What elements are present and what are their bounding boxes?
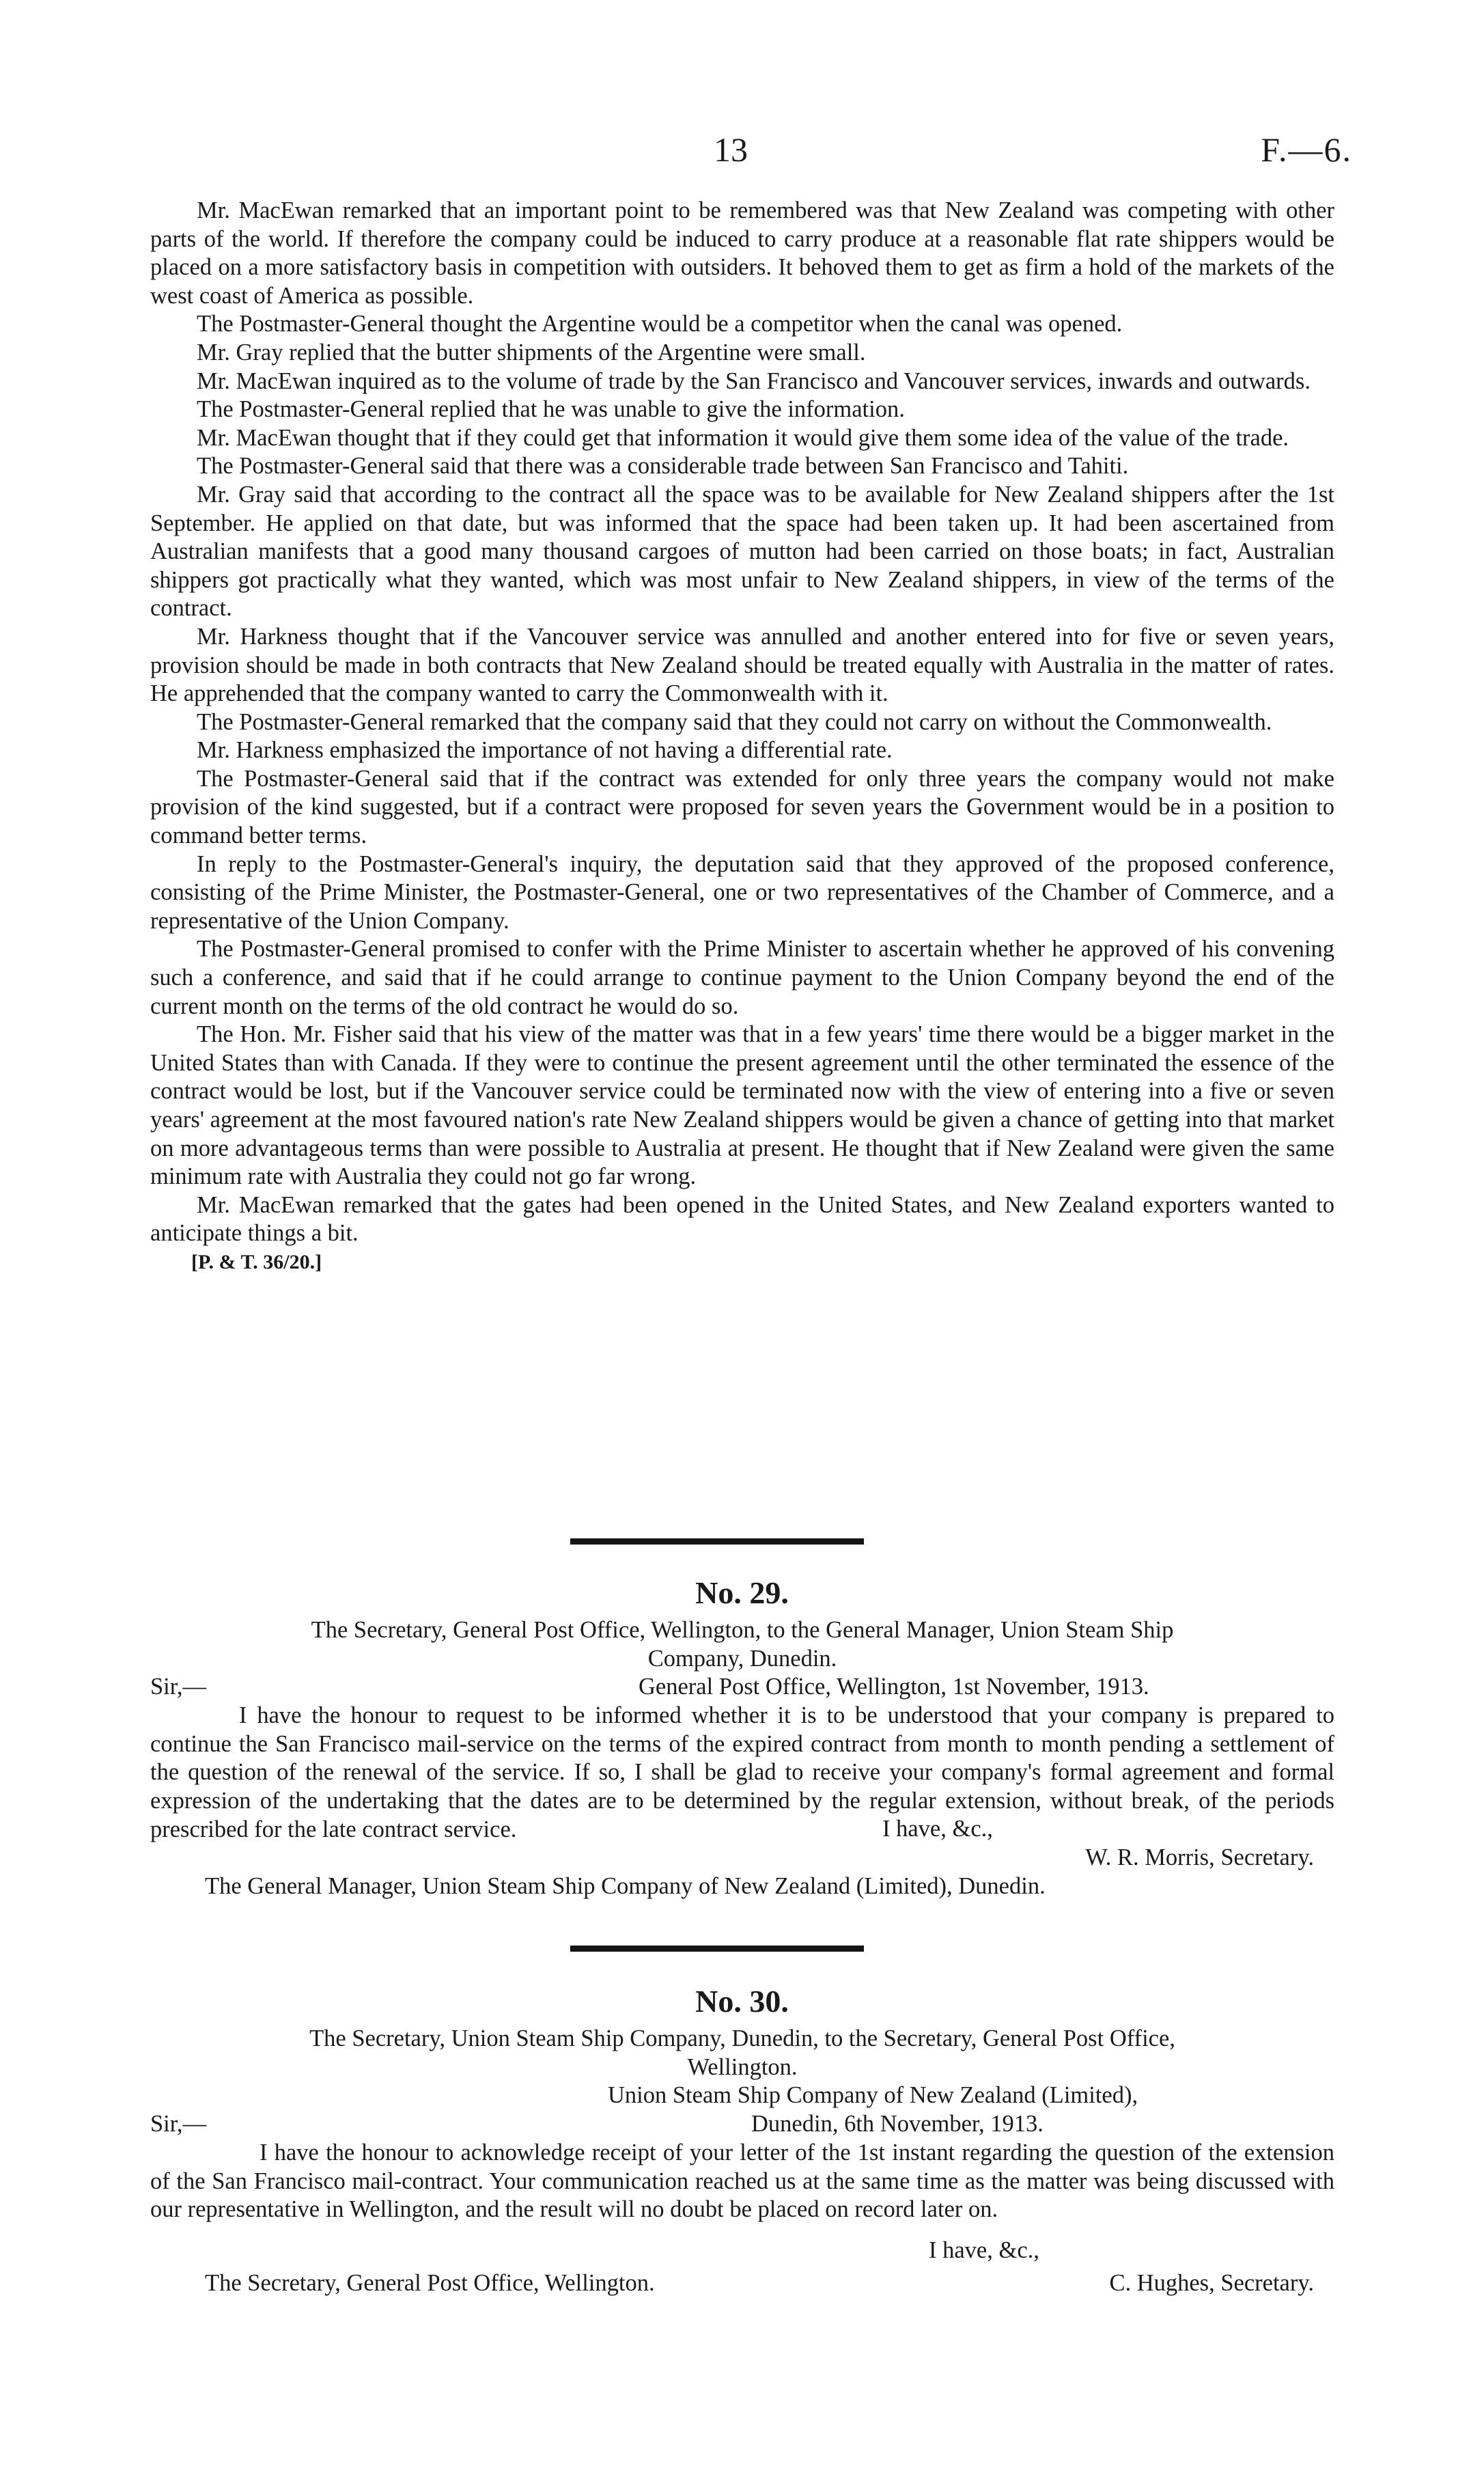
addressee: The Secretary, General Post Office, Wellington. bbox=[205, 2269, 655, 2296]
closing-line bbox=[150, 1816, 1334, 1872]
salutation: Sir,— bbox=[150, 1674, 207, 1700]
letter-body: I have the honour to acknowledge receipt of your letter of the 1st instant regarding the question of the extension of the San Francisco mail-contract. Your communication reached us at the same time as the matter was being discussed with our representative in Wellington, and the result will no doubt be placed on record later on. bbox=[150, 2140, 1334, 2223]
place-date: General Post Office, Wellington, 1st November, 1913. bbox=[639, 1674, 1149, 1700]
letter-heading-no30: No. 30. bbox=[695, 1984, 789, 2019]
place-date: Dunedin, 6th November, 1913. bbox=[751, 2111, 1044, 2137]
intro-line: The Secretary, Union Steam Ship Company, Dunedin, to the Secretary, General Post Office, bbox=[309, 2025, 1175, 2051]
salutation-line bbox=[150, 1673, 1334, 1702]
section-divider bbox=[570, 1946, 864, 1952]
paragraph: The Postmaster-General replied that he was unable to give the information. bbox=[197, 396, 905, 423]
salutation: Sir,— bbox=[150, 2111, 207, 2137]
paragraph: Mr. MacEwan remarked that an important point to be remembered was that New Zealand was competing with other parts of the world. If therefore the company could be induced to carry produce at a reasonable flat rate shippers would be placed on a more satisfactory basis in competition with outsiders. It behoved them to get as firm a hold of the markets of the west coast of America as possible. bbox=[150, 197, 1334, 309]
letter-intro bbox=[150, 2025, 1334, 2081]
letter-no29 bbox=[150, 1616, 1334, 1901]
paragraph: The Postmaster-General said that there was a considerable trade between San Francisco and Tahiti. bbox=[197, 453, 1129, 480]
paragraph: The Postmaster-General thought the Argentine would be a competitor when the canal was opened. bbox=[197, 311, 1123, 337]
intro-line: Wellington. bbox=[687, 2053, 798, 2080]
signature: C. Hughes, Secretary. bbox=[1109, 2269, 1314, 2296]
addressee: The General Manager, Union Steam Ship Company of New Zealand (Limited), Dunedin. bbox=[205, 1873, 1046, 1900]
paragraph: The Hon. Mr. Fisher said that his view of the matter was that in a few years' time there would be a bigger market in the United States than with Canada. If they were to continue the present agreement until the other terminated the essence of the contract would be lost, but if the Vancouver service could be terminated now with the view of entering into a five or seven years' agreement at the most favoured nation's rate New Zealand shippers would be given a chance of getting into that market on more advantageous terms than were possible to Australia at present. He thought that if New Zealand were given the same minimum rate with Australia they could not go far wrong. bbox=[150, 1021, 1334, 1190]
address-line bbox=[150, 2081, 1334, 2110]
salutation-line bbox=[150, 2110, 1334, 2139]
intro-line: The Secretary, General Post Office, Wellington, to the General Manager, Union Steam Ship bbox=[311, 1617, 1174, 1643]
document-reference: F.—6. bbox=[1261, 130, 1352, 169]
page-number: 13 bbox=[714, 130, 748, 169]
page-header bbox=[0, 130, 1484, 178]
paragraph: The Postmaster-General remarked that the company said that they could not carry on without the Commonwealth. bbox=[197, 708, 1272, 735]
letter-no30 bbox=[150, 2025, 1334, 2298]
paragraph: The Postmaster-General said that if the contract was extended for only three years the company would not make provision of the kind suggested, but if a contract were proposed for seven years the Government would be in a position to command better terms. bbox=[150, 765, 1334, 849]
intro-line: Company, Dunedin. bbox=[647, 1645, 837, 1672]
paragraph: In reply to the Postmaster-General's inquiry, the deputation said that they approved of the proposed conference, consisting of the Prime Minister, the Postmaster-General, one or two representatives of the Chamber of Commerce, and a representative of the Union Company. bbox=[150, 850, 1334, 934]
closing: I have, &c., bbox=[929, 2237, 1039, 2263]
section-divider bbox=[570, 1538, 864, 1545]
paragraph: The Postmaster-General promised to confer with the Prime Minister to ascertain whether he approved of his convening such a conference, and said that if he could arrange to continue payment to the Union Company beyond the end of the current month on the terms of the old contract he would do so. bbox=[150, 936, 1334, 1019]
closing: I have, &c., bbox=[882, 1816, 993, 1842]
letter-heading-no29: No. 29. bbox=[695, 1575, 789, 1610]
paragraph: Mr. Gray said that according to the contract all the space was to be available for New Zealand shippers after the 1st September. He applied on that date, but was informed that the space had been taken up. It had been ascertained from Australian manifests that a good many thousand cargoes of mutton had been carried on those boats; in fact, Australian shippers got practically what they wanted, which was most unfair to New Zealand shippers, in view of the terms of the contract. bbox=[150, 481, 1334, 622]
letter-body: I have the honour to request to be informed whether it is to be understood that your company is prepared to continue the San Francisco mail-service on the terms of the expired contract from month to month pending a settlement of the question of the renewal of the service. If so, I shall be glad to receive your company's formal agreement and formal expression of the undertaking that the dates are to be determined by the regular extension, without break, of the periods prescribed for the late contract service. bbox=[150, 1702, 1334, 1842]
paragraph: Mr. MacEwan thought that if they could get that information it would give them some idea of the value of the trade. bbox=[197, 424, 1289, 451]
paragraph: Mr. Gray replied that the butter shipments of the Argentine were small. bbox=[197, 339, 866, 365]
closing-line bbox=[150, 2237, 1334, 2265]
letter-intro bbox=[150, 1616, 1334, 1673]
file-reference: [P. & T. 36/20.] bbox=[191, 1250, 322, 1273]
paragraph: Mr. Harkness emphasized the importance of not having a differential rate. bbox=[197, 737, 893, 764]
paragraph: Mr. MacEwan remarked that the gates had been opened in the United States, and New Zealand exporters wanted to anticipate things a bit. bbox=[150, 1191, 1334, 1247]
paragraph: Mr. Harkness thought that if the Vancouver service was annulled and another entered into for five or seven years, provision should be made in both contracts that New Zealand should be treated equally with Australia in the matter of rates. He apprehended that the company wanted to carry the Commonwealth with it. bbox=[150, 623, 1334, 707]
discussion-section bbox=[150, 197, 1334, 1277]
company-address: Union Steam Ship Company of New Zealand (Limited), bbox=[608, 2082, 1138, 2109]
paragraph: Mr. MacEwan inquired as to the volume of trade by the San Francisco and Vancouver services, inwards and outwards. bbox=[197, 368, 1311, 394]
signature-line bbox=[150, 2269, 1334, 2298]
signature: W. R. Morris, Secretary. bbox=[1085, 1844, 1314, 1871]
